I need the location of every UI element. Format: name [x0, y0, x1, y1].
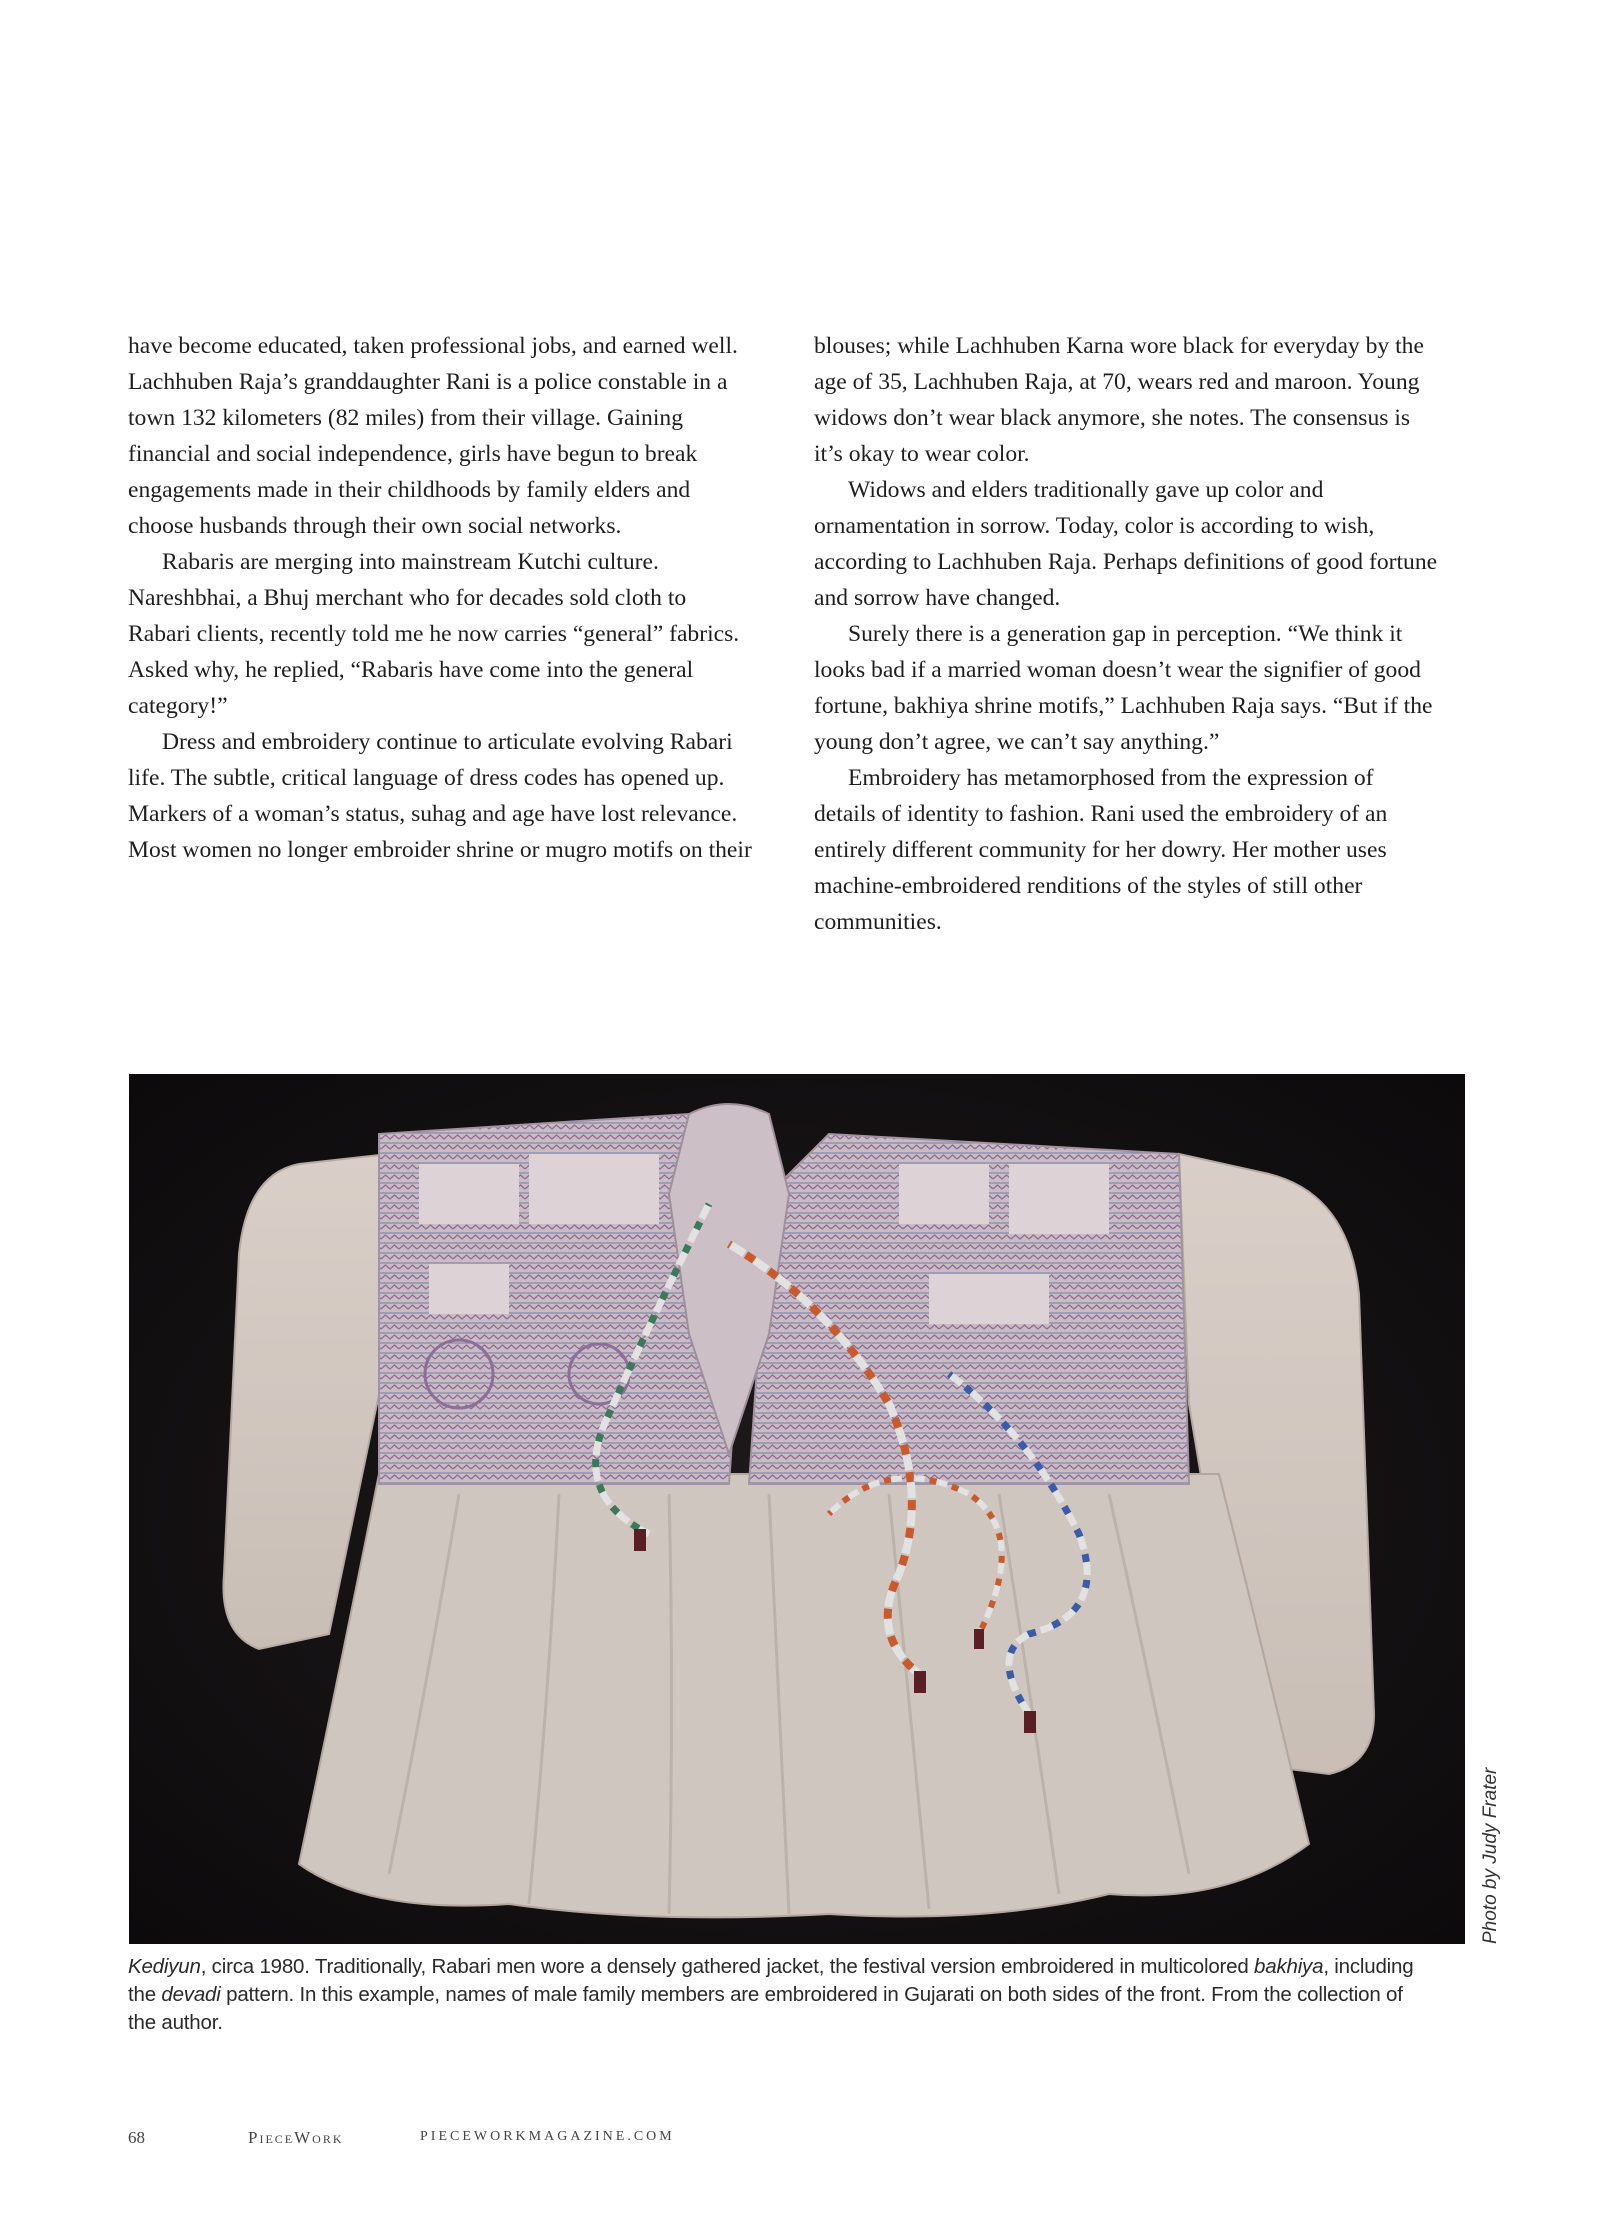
paragraph: Rabaris are merging into mainstream Kutchi culture. Nareshbhai, a Bhuj merchant who for decades sold cloth to Rabari clients, recently told me he now carries “general” fabrics. Asked why, he replied, “Rabaris have come into the general category!” — [128, 549, 740, 719]
caption-term: devadi — [161, 1983, 221, 2006]
paragraph: Dress and embroidery continue to articulate evolving Rabari life. The subtle, critical language of dress codes has opened up. Markers of a woman’s status, suhag and age have lost relevance. Most women no longer embroider shrine or mugro motifs on their — [128, 729, 752, 863]
paragraph: Surely there is a generation gap in perception. “We think it looks bad if a married woman doesn’t wear the signifier of good fortune, bakhiya shrine motifs,” Lachhuben Raja says. “But if the young don’t agree, we can’t say anything.” — [814, 621, 1433, 755]
caption-text: pattern. In this example, names of male family members are embroidered in Gujarati on both sides of the front. From the collection of the author. — [128, 1983, 1403, 2034]
magazine-website[interactable]: PIECEWORKMAGAZINE.COM — [420, 2129, 675, 2144]
caption-title: Kediyun — [128, 1955, 201, 1978]
photo-credit: Photo by Judy Frater — [1480, 1767, 1501, 1944]
article-column-left — [128, 328, 754, 868]
caption-term: bakhiya — [1254, 1955, 1324, 1978]
jacket-illustration — [129, 1074, 1465, 1944]
paragraph: Widows and elders traditionally gave up color and ornamentation in sorrow. Today, color is according to wish, according to Lachhuben Raja. Perhaps definitions of good fortune and sorrow have changed. — [814, 477, 1438, 611]
paragraph: Embroidery has metamorphosed from the expression of details of identity to fashion. Rani used the embroidery of an entirely different community for her dowry. Her mother uses machine-embroidered renditions of the styles of still other communities. — [814, 765, 1388, 935]
caption-text: , circa 1980. Traditionally, Rabari men wore a densely gathered jacket, the festival version embroidered in multicolored — [200, 1955, 1255, 1978]
paragraph: blouses; while Lachhuben Karna wore black for everyday by the age of 35, Lachhuben Raja, at 70, wears red and maroon. Young widows don’t wear black anymore, she notes. The consensus is it’s okay to wear color. — [814, 333, 1424, 467]
kediyun-jacket-photo — [129, 1074, 1465, 1944]
figure-caption — [128, 1953, 1428, 2037]
magazine-name: PieceWork — [248, 2128, 344, 2147]
article-column-right — [814, 328, 1440, 940]
caption-text: , including the — [128, 1955, 1414, 2006]
page-number: 68 — [128, 2128, 145, 2147]
paragraph: have become educated, taken professional jobs, and earned well. Lachhuben Raja’s granddaughter Rani is a police constable in a town 132 kilometers (82 miles) from their village. Gaining financial and social independence, girls have begun to break engagements made in their childhoods by family elders and choose husbands through their own social networks. — [128, 333, 738, 539]
